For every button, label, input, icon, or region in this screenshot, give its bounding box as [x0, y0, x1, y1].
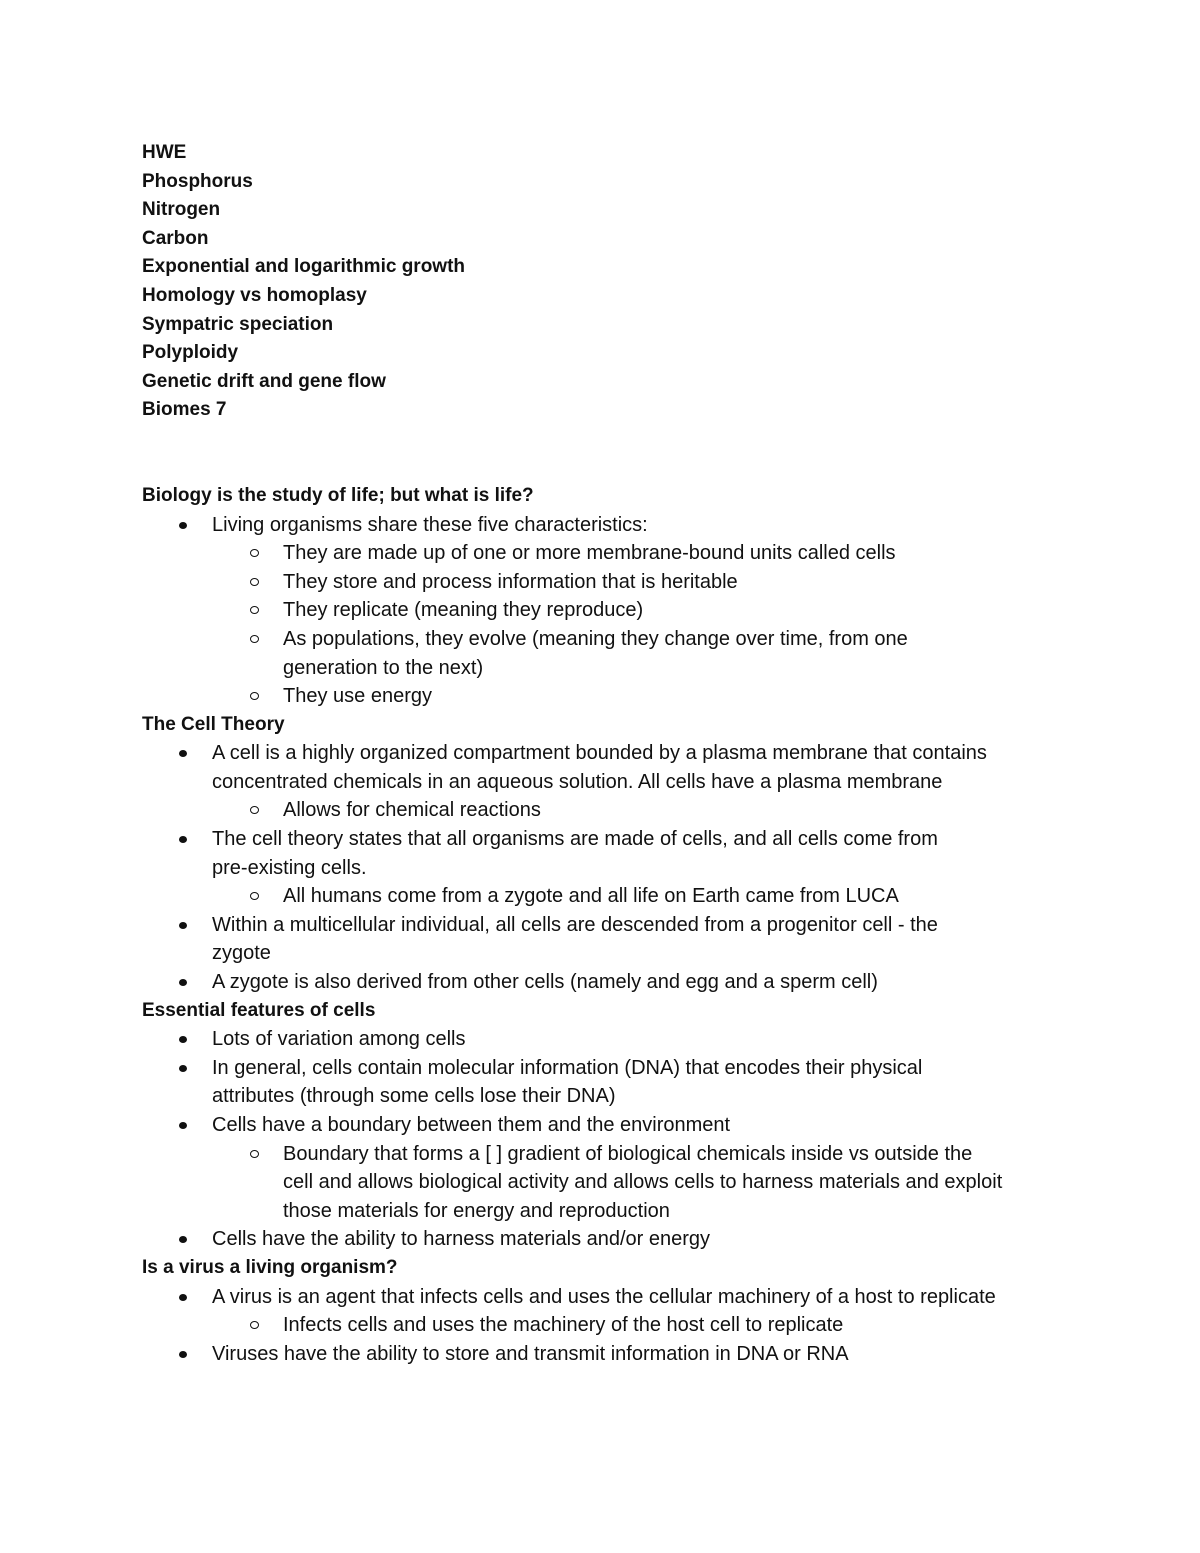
- topic-item: Genetic drift and gene flow: [142, 370, 386, 392]
- bullet-text-line: Cells have the ability to harness materials and/or energy: [212, 1228, 711, 1251]
- topic-item: Phosphorus: [142, 170, 253, 192]
- topic-item: Polyploidy: [142, 342, 239, 364]
- bullet-text-line: Cells have a boundary between them and the environment: [212, 1114, 731, 1136]
- bullet-item: [142, 1283, 1102, 1312]
- bullet-text-line: Living organisms share these five characteristics:: [212, 513, 648, 536]
- bullet-text-line: pre-existing cells.: [212, 856, 367, 879]
- hollow-bullet-icon: [250, 1321, 259, 1329]
- bullet-text-line: those materials for energy and reproduction: [283, 1199, 670, 1222]
- filled-bullet-icon: [179, 750, 187, 757]
- bullet-text-line: Viruses have the ability to store and transmit information in DNA or RNA: [212, 1342, 849, 1365]
- bullet-list: [142, 511, 1102, 711]
- notes-section: [142, 997, 1102, 1254]
- filled-bullet-icon: [179, 1065, 187, 1072]
- filled-bullet-icon: [179, 1122, 187, 1129]
- filled-bullet-icon: [179, 1351, 187, 1358]
- bullet-text-line: generation to the next): [283, 656, 484, 679]
- bullet-item: [142, 1111, 1102, 1140]
- bullet-item: [142, 825, 1102, 882]
- section-heading: The Cell Theory: [142, 713, 285, 735]
- topic-item: Carbon: [142, 227, 209, 249]
- bullet-text-line: The cell theory states that all organisms are made of cells, and all cells come from: [212, 828, 938, 851]
- bullet-item: [142, 1054, 1102, 1111]
- notes-section: [142, 482, 1102, 711]
- filled-bullet-icon: [179, 1036, 187, 1043]
- filled-bullet-icon: [179, 922, 187, 929]
- topic-list: [142, 139, 1102, 425]
- bullet-item: [142, 511, 1102, 540]
- bullet-item: [142, 1225, 1102, 1254]
- hollow-bullet-icon: [250, 806, 259, 814]
- sub-bullet-item: [142, 596, 1102, 625]
- topic-item: Homology vs homoplasy: [142, 284, 367, 306]
- bullet-text-line: cell and allows biological activity and allows cells to harness materials and exploit: [283, 1171, 1003, 1194]
- filled-bullet-icon: [179, 979, 187, 986]
- hollow-bullet-icon: [250, 549, 259, 557]
- hollow-bullet-icon: [250, 578, 259, 586]
- filled-bullet-icon: [179, 522, 187, 529]
- bullet-text-line: zygote: [212, 942, 271, 965]
- sub-bullet-item: [142, 1140, 1102, 1226]
- bullet-text-line: Boundary that forms a [ ] gradient of biological chemicals inside vs outside the: [283, 1142, 973, 1165]
- section-heading: Is a virus a living organism?: [142, 1256, 398, 1278]
- bullet-text-line: attributes (through some cells lose their DNA): [212, 1085, 616, 1108]
- hollow-bullet-icon: [250, 635, 259, 643]
- filled-bullet-icon: [179, 1236, 187, 1243]
- section-heading: Essential features of cells: [142, 999, 376, 1021]
- topic-item: Nitrogen: [142, 199, 221, 221]
- bullet-item: [142, 1025, 1102, 1054]
- bullet-item: [142, 968, 1102, 997]
- notes-section: [142, 711, 1102, 997]
- notes-sections: [142, 482, 1102, 1368]
- sub-bullet-item: [142, 539, 1102, 568]
- bullet-list: [142, 1283, 1102, 1369]
- bullet-item: [142, 739, 1102, 796]
- bullet-text-line: They replicate (meaning they reproduce): [283, 599, 644, 622]
- bullet-list: [142, 739, 1102, 996]
- bullet-text-line: Allows for chemical reactions: [283, 799, 541, 822]
- bullet-text-line: Infects cells and uses the machinery of the host cell to replicate: [283, 1314, 844, 1337]
- sub-bullet-item: [142, 796, 1102, 825]
- topic-item: Sympatric speciation: [142, 313, 334, 335]
- bullet-text-line: They use energy: [283, 685, 432, 708]
- hollow-bullet-icon: [250, 1150, 259, 1158]
- bullet-text-line: Within a multicellular individual, all cells are descended from a progenitor cell - the: [212, 913, 938, 936]
- hollow-bullet-icon: [250, 606, 259, 614]
- document-body: [142, 139, 1102, 1368]
- sub-bullet-item: [142, 682, 1102, 711]
- bullet-text-line: A virus is an agent that infects cells and uses the cellular machinery of a host to replicate: [212, 1285, 996, 1308]
- bullet-text-line: Lots of variation among cells: [212, 1028, 466, 1051]
- topic-item: Exponential and logarithmic growth: [142, 256, 466, 278]
- bullet-text-line: All humans come from a zygote and all life on Earth came from LUCA: [283, 885, 899, 908]
- hollow-bullet-icon: [250, 892, 259, 900]
- bullet-item: [142, 1340, 1102, 1369]
- filled-bullet-icon: [179, 836, 187, 843]
- sub-bullet-item: [142, 568, 1102, 597]
- bullet-text-line: As populations, they evolve (meaning they change over time, from one: [283, 627, 908, 650]
- bullet-list: [142, 1025, 1102, 1254]
- spacer: [142, 425, 1102, 482]
- notes-section: [142, 1254, 1102, 1368]
- bullet-text-line: concentrated chemicals in an aqueous solution. All cells have a plasma membrane: [212, 770, 943, 793]
- sub-bullet-item: [142, 625, 1102, 682]
- filled-bullet-icon: [179, 1294, 187, 1301]
- bullet-text-line: A zygote is also derived from other cells (namely and egg and a sperm cell): [212, 971, 878, 994]
- bullet-text-line: In general, cells contain molecular information (DNA) that encodes their physical: [212, 1056, 923, 1079]
- topic-item: HWE: [142, 142, 187, 163]
- bullet-item: [142, 911, 1102, 968]
- sub-bullet-item: [142, 1311, 1102, 1340]
- hollow-bullet-icon: [250, 692, 259, 700]
- bullet-text-line: A cell is a highly organized compartment bounded by a plasma membrane that contains: [212, 742, 987, 765]
- topic-item: Biomes 7: [142, 399, 227, 421]
- bullet-text-line: They are made up of one or more membrane-bound units called cells: [283, 542, 896, 565]
- bullet-text-line: They store and process information that is heritable: [283, 570, 738, 593]
- section-heading: Biology is the study of life; but what is life?: [142, 484, 534, 506]
- sub-bullet-item: [142, 882, 1102, 911]
